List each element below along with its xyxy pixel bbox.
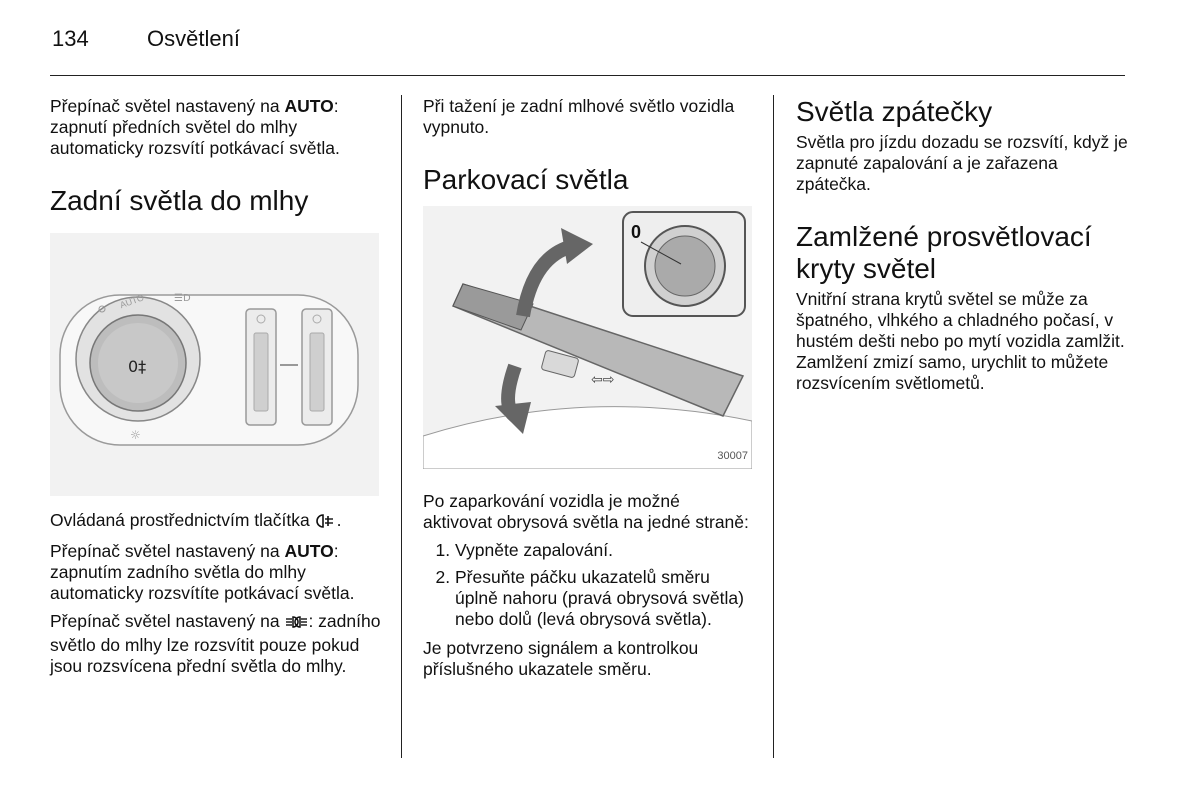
light-switch-illustration — [50, 233, 379, 496]
section-heading: Světla zpátečky — [796, 96, 993, 127]
middle-column — [423, 96, 753, 687]
section-heading: Zadní světla do mlhy — [50, 185, 309, 216]
brightness-icon: ☼ — [130, 428, 141, 442]
paragraph: Je potvrzeno signálem a kontrolkou příslušného ukazatele směru. — [423, 638, 699, 679]
header-rule — [50, 75, 1125, 76]
steps-list — [423, 540, 753, 630]
paragraph: Po zaparkování vozidla je možné aktivovat obrysová světla na jedné straně: — [423, 491, 749, 532]
figure-number: 30007 — [717, 450, 748, 462]
list-item: 1. Vypněte zapalování. — [455, 540, 753, 561]
svg-text:⇦⇨: ⇦⇨ — [591, 372, 615, 388]
paragraph: Přepínač světel nastavený na AUTO: zapnutím zadního světla do mlhy automaticky rozsvítíte potkávací světla. — [50, 541, 355, 603]
page-title: Osvětlení — [147, 26, 240, 51]
paragraph: Ovládaná prostřednictvím tlačítka . — [50, 510, 385, 534]
paragraph: Přepínač světel nastavený na : zadního světlo do mlhy lze rozsvítit pouze pokud jsou rozsvícena přední světla do mlhy. — [50, 611, 381, 676]
paragraph: Při tažení je zadní mlhové světlo vozidla vypnuto. — [423, 96, 735, 137]
left-column — [50, 96, 385, 684]
light-switch-figure — [50, 233, 379, 496]
section-heading: Zamlžené prosvětlovací kryty světel — [796, 221, 1092, 284]
column-divider — [401, 95, 402, 758]
turn-signal-lever-illustration — [423, 206, 752, 469]
paragraph: Vnitřní strana krytů světel se může za špatného, vlhkého a chladného počasí, v hustém dešti nebo po mytí vozidla zamlžit. Zamlžení zmizí samo, urychlit to můžete rozsvícením světlometů. — [796, 289, 1125, 393]
list-item: 2. Přesuňte páčku ukazatelů směru úplně nahoru (pravá obrysová světla) nebo dolů (levá obrysová světla). — [455, 567, 753, 630]
section-heading: Parkovací světla — [423, 164, 629, 195]
paragraph: Světla pro jízdu dozadu se rozsvítí, když je zapnuté zapalování a je zařazena zpátečka. — [796, 132, 1128, 194]
dip-beam-icon: ☰D — [174, 293, 191, 304]
switch-position-label: 0 — [631, 222, 642, 242]
column-divider — [773, 95, 774, 758]
page-number: 134 — [52, 26, 89, 51]
rear-fog-light-icon — [315, 513, 337, 534]
front-fog-light-icon — [284, 614, 308, 635]
parking-lights-figure — [423, 206, 752, 469]
right-column — [796, 96, 1131, 401]
paragraph: Přepínač světel nastavený na AUTO: zapnutí předních světel do mlhy automaticky rozsvítí potkávací světla. — [50, 96, 340, 158]
auto-label: AUTO — [118, 292, 146, 311]
rear-fog-icon: 0‡ — [128, 357, 147, 376]
